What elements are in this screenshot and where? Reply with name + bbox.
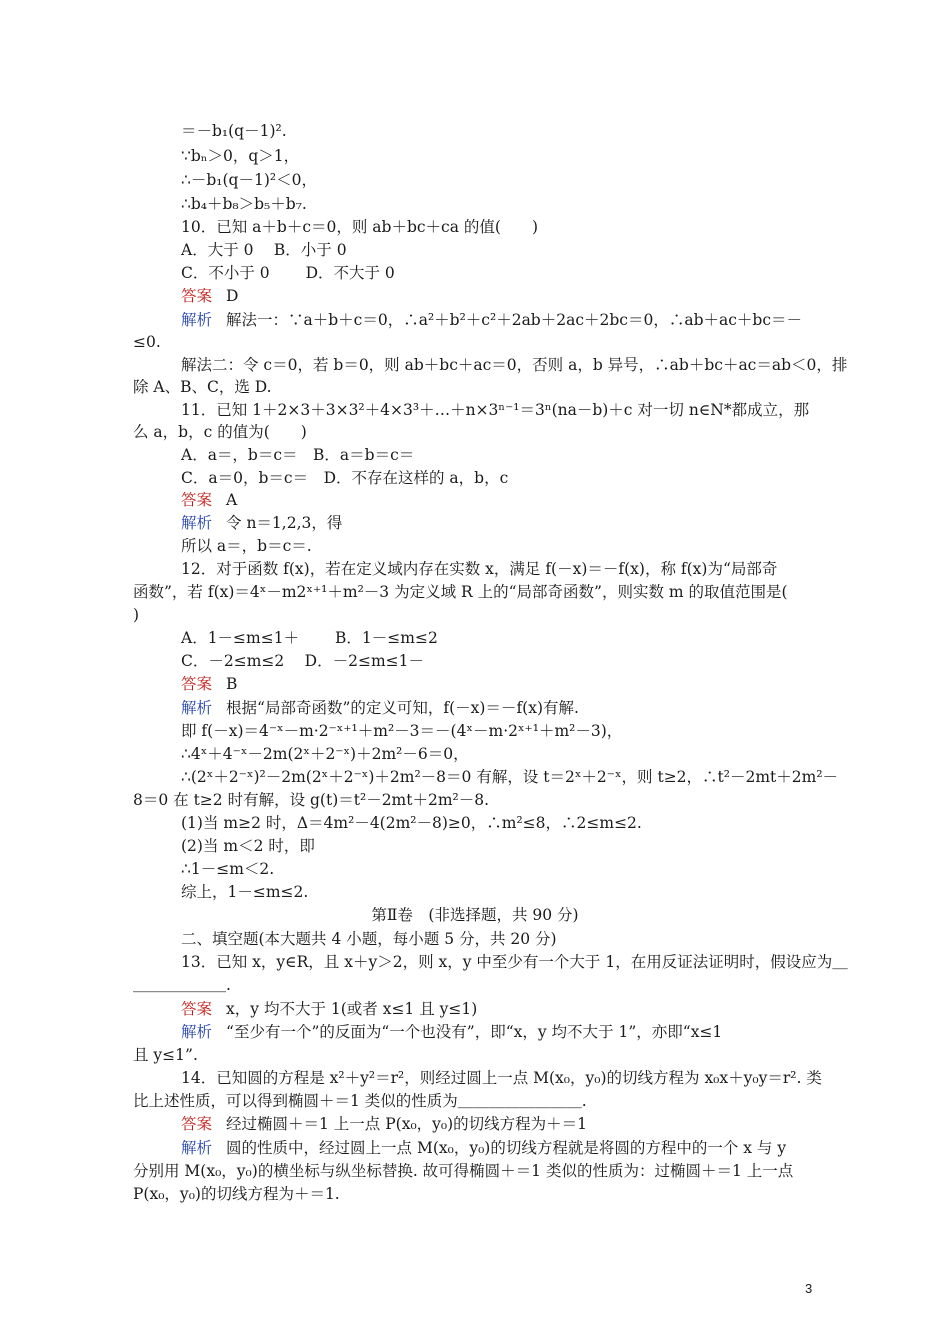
text-line bbox=[133, 1044, 198, 1066]
line-text: 10．已知 a＋b＋c＝0，则 ab＋bc＋ca 的值( ) bbox=[181, 218, 538, 236]
text-line bbox=[181, 399, 809, 421]
text-line bbox=[181, 216, 538, 238]
text-line bbox=[133, 604, 139, 626]
line-text: 解法二：令 c＝0，若 b＝0，则 ab＋bc＋ac＝0，否则 a，b 异号，∴ab＋bc＋ac＝ab＜0，排 bbox=[181, 356, 848, 374]
line-text: A．1－≤m≤1＋ B．1－≤m≤2 bbox=[181, 629, 438, 647]
line-text: 且 y≤1”. bbox=[133, 1046, 198, 1064]
text-line bbox=[181, 720, 622, 742]
text-line bbox=[133, 331, 161, 353]
line-text: P(x₀，y₀)的切线方程为＋＝1. bbox=[133, 1185, 340, 1203]
text-line bbox=[181, 881, 308, 903]
analysis-label: 解析 bbox=[181, 1139, 213, 1157]
text-line bbox=[181, 928, 557, 950]
line-text: 比上述性质，可以得到椭圆＋＝1 类似的性质为＿＿＿＿＿＿＿＿. bbox=[133, 1092, 587, 1110]
text-line bbox=[133, 376, 272, 398]
line-text: A．大于 0 B．小于 0 bbox=[181, 241, 347, 259]
line-text: 即 f(－x)＝4⁻ˣ－m·2⁻ˣ⁺¹＋m²－3＝－(4ˣ－m·2ˣ⁺¹＋m²－3)， bbox=[181, 722, 623, 740]
analysis-label: 解析 bbox=[181, 311, 213, 329]
line-text: 二、填空题(本大题共 4 小题，每小题 5 分，共 20 分) bbox=[181, 930, 557, 948]
analysis-label: 解析 bbox=[181, 1023, 213, 1041]
text-line bbox=[181, 558, 777, 580]
line-text: ∴－b₁(q－1)²＜0， bbox=[181, 171, 317, 189]
line-text: 所以 a＝，b＝c＝. bbox=[181, 537, 312, 555]
text-line bbox=[181, 650, 424, 672]
text-line bbox=[181, 812, 642, 834]
answer-label: 答案 bbox=[181, 287, 213, 305]
line-text: 11．已知 1＋2×3＋3×3²＋4×3³＋…＋n×3ⁿ⁻¹＝3ⁿ(na－b)＋c 对一切 n∈N*都成立，那 bbox=[181, 401, 810, 419]
text-line bbox=[181, 309, 802, 331]
text-line bbox=[181, 193, 307, 215]
answer-label: 答案 bbox=[181, 1000, 213, 1018]
text-line bbox=[181, 1137, 786, 1159]
line-text: 圆的性质中，经过圆上一点 M(x₀，y₀)的切线方程就是将圆的方程中的一个 x 与 y bbox=[226, 1139, 787, 1157]
line-text: “至少有一个”的反面为“一个也没有”，即“x，y 均不大于 1”，亦即“x≤1 bbox=[226, 1023, 723, 1041]
line-text: 分别用 M(x₀，y₀)的横坐标与纵坐标替换. 故可得椭圆＋＝1 类似的性质为：过椭圆＋＝1 上一点 bbox=[133, 1162, 794, 1180]
text-line bbox=[181, 262, 395, 284]
text-line bbox=[181, 285, 238, 307]
answer-label: 答案 bbox=[181, 1115, 213, 1133]
text-line bbox=[181, 835, 315, 857]
text-line bbox=[133, 581, 788, 603]
line-text: ) bbox=[133, 606, 140, 624]
text-line bbox=[181, 145, 299, 167]
text-line bbox=[181, 354, 847, 376]
text-line bbox=[0, 904, 950, 926]
text-line bbox=[133, 421, 307, 443]
line-text: ＿＿＿＿＿＿. bbox=[133, 976, 231, 994]
text-line bbox=[133, 974, 231, 996]
text-line bbox=[133, 1160, 793, 1182]
line-text: 14．已知圆的方程是 x²＋y²＝r²，则经过圆上一点 M(x₀，y₀)的切线方程为 x₀x＋y₀y＝r². 类 bbox=[181, 1069, 822, 1087]
answer-label: 答案 bbox=[181, 675, 213, 693]
text-line bbox=[181, 169, 317, 191]
line-text: 解法一：∵a＋b＋c＝0，∴a²＋b²＋c²＋2ab＋2ac＋2bc＝0，∴ab＋ac＋bc＝－ bbox=[226, 311, 803, 329]
text-line bbox=[181, 627, 438, 649]
line-text: 经过椭圆＋＝1 上一点 P(x₀，y₀)的切线方程为＋＝1 bbox=[226, 1115, 588, 1133]
text-line bbox=[133, 1090, 587, 1112]
text-line bbox=[181, 1113, 587, 1135]
line-text: 么 a，b，c 的值为( ) bbox=[133, 423, 307, 441]
line-text: C．a＝0，b＝c＝ D．不存在这样的 a，b，c bbox=[181, 469, 509, 487]
line-text: A．a＝，b＝c＝ B．a＝b＝c＝ bbox=[181, 446, 415, 464]
text-line bbox=[181, 951, 848, 973]
answer-label: 答案 bbox=[181, 491, 213, 509]
line-text: C．－2≤m≤2 D．－2≤m≤1－ bbox=[181, 652, 425, 670]
text-line bbox=[181, 998, 477, 1020]
line-text: ∵bₙ＞0，q＞1， bbox=[181, 147, 300, 165]
text-line bbox=[181, 489, 237, 511]
line-text: 除 A、B、C，选 D. bbox=[133, 378, 272, 396]
text-line bbox=[181, 673, 237, 695]
line-text: 综上，1－≤m≤2. bbox=[181, 883, 309, 901]
line-text: A bbox=[226, 491, 238, 509]
line-text: ∴(2ˣ＋2⁻ˣ)²－2m(2ˣ＋2⁻ˣ)＋2m²－8＝0 有解，设 t＝2ˣ＋2⁻ˣ，则 t≥2，∴t²－2mt＋2m²－ bbox=[181, 768, 839, 786]
text-line bbox=[181, 535, 312, 557]
text-line bbox=[181, 1067, 822, 1089]
text-line bbox=[181, 512, 342, 534]
text-line bbox=[181, 1021, 722, 1043]
line-text: B bbox=[226, 675, 238, 693]
line-text: 函数”，若 f(x)＝4ˣ－m2ˣ⁺¹＋m²－3 为定义域 R 上的“局部奇函数”，则实数 m 的取值范围是( bbox=[133, 583, 788, 601]
line-text: 令 n＝1,2,3，得 bbox=[226, 514, 343, 532]
line-text: D bbox=[226, 287, 239, 305]
text-line bbox=[181, 697, 579, 719]
analysis-label: 解析 bbox=[181, 514, 213, 532]
line-text: 12．对于函数 f(x)，若在定义域内存在实数 x，满足 f(－x)＝－f(x)，称 f(x)为“局部奇 bbox=[181, 560, 778, 578]
line-text: (1)当 m≥2 时，Δ＝4m²－4(2m²－8)≥0，∴m²≤8，∴2≤m≤2. bbox=[181, 814, 642, 832]
line-text: 8＝0 在 t≥2 时有解，设 g(t)＝t²－2mt＋2m²－8. bbox=[133, 791, 490, 809]
text-line bbox=[133, 1183, 340, 1205]
line-text: 根据“局部奇函数”的定义可知，f(－x)＝－f(x)有解. bbox=[226, 699, 579, 717]
text-line bbox=[181, 766, 838, 788]
line-text: 第Ⅱ卷 (非选择题，共 90 分) bbox=[371, 906, 579, 924]
line-text: ∴4ˣ＋4⁻ˣ－2m(2ˣ＋2⁻ˣ)＋2m²－6＝0， bbox=[181, 745, 469, 763]
line-text: 13．已知 x，y∈R，且 x＋y＞2，则 x，y 中至少有一个大于 1，在用反证法证明时，假设应为＿ bbox=[181, 953, 848, 971]
text-line bbox=[181, 444, 414, 466]
text-line bbox=[181, 120, 287, 142]
text-line bbox=[181, 467, 508, 489]
analysis-label: 解析 bbox=[181, 699, 213, 717]
line-text: ∴1－≤m＜2. bbox=[181, 860, 275, 878]
line-text: ≤0. bbox=[133, 333, 161, 351]
text-line bbox=[181, 239, 347, 261]
page-number: 3 bbox=[805, 1281, 813, 1296]
line-text: ∴b₄＋b₈＞b₅＋b₇. bbox=[181, 195, 307, 213]
line-text: (2)当 m＜2 时，即 bbox=[181, 837, 315, 855]
line-text: x，y 均不大于 1(或者 x≤1 且 y≤1) bbox=[226, 1000, 478, 1018]
text-line bbox=[133, 789, 489, 811]
line-text: C．不小于 0 D．不大于 0 bbox=[181, 264, 395, 282]
line-text: ＝－b₁(q－1)². bbox=[181, 122, 287, 140]
text-line bbox=[181, 743, 469, 765]
text-line bbox=[181, 858, 274, 880]
